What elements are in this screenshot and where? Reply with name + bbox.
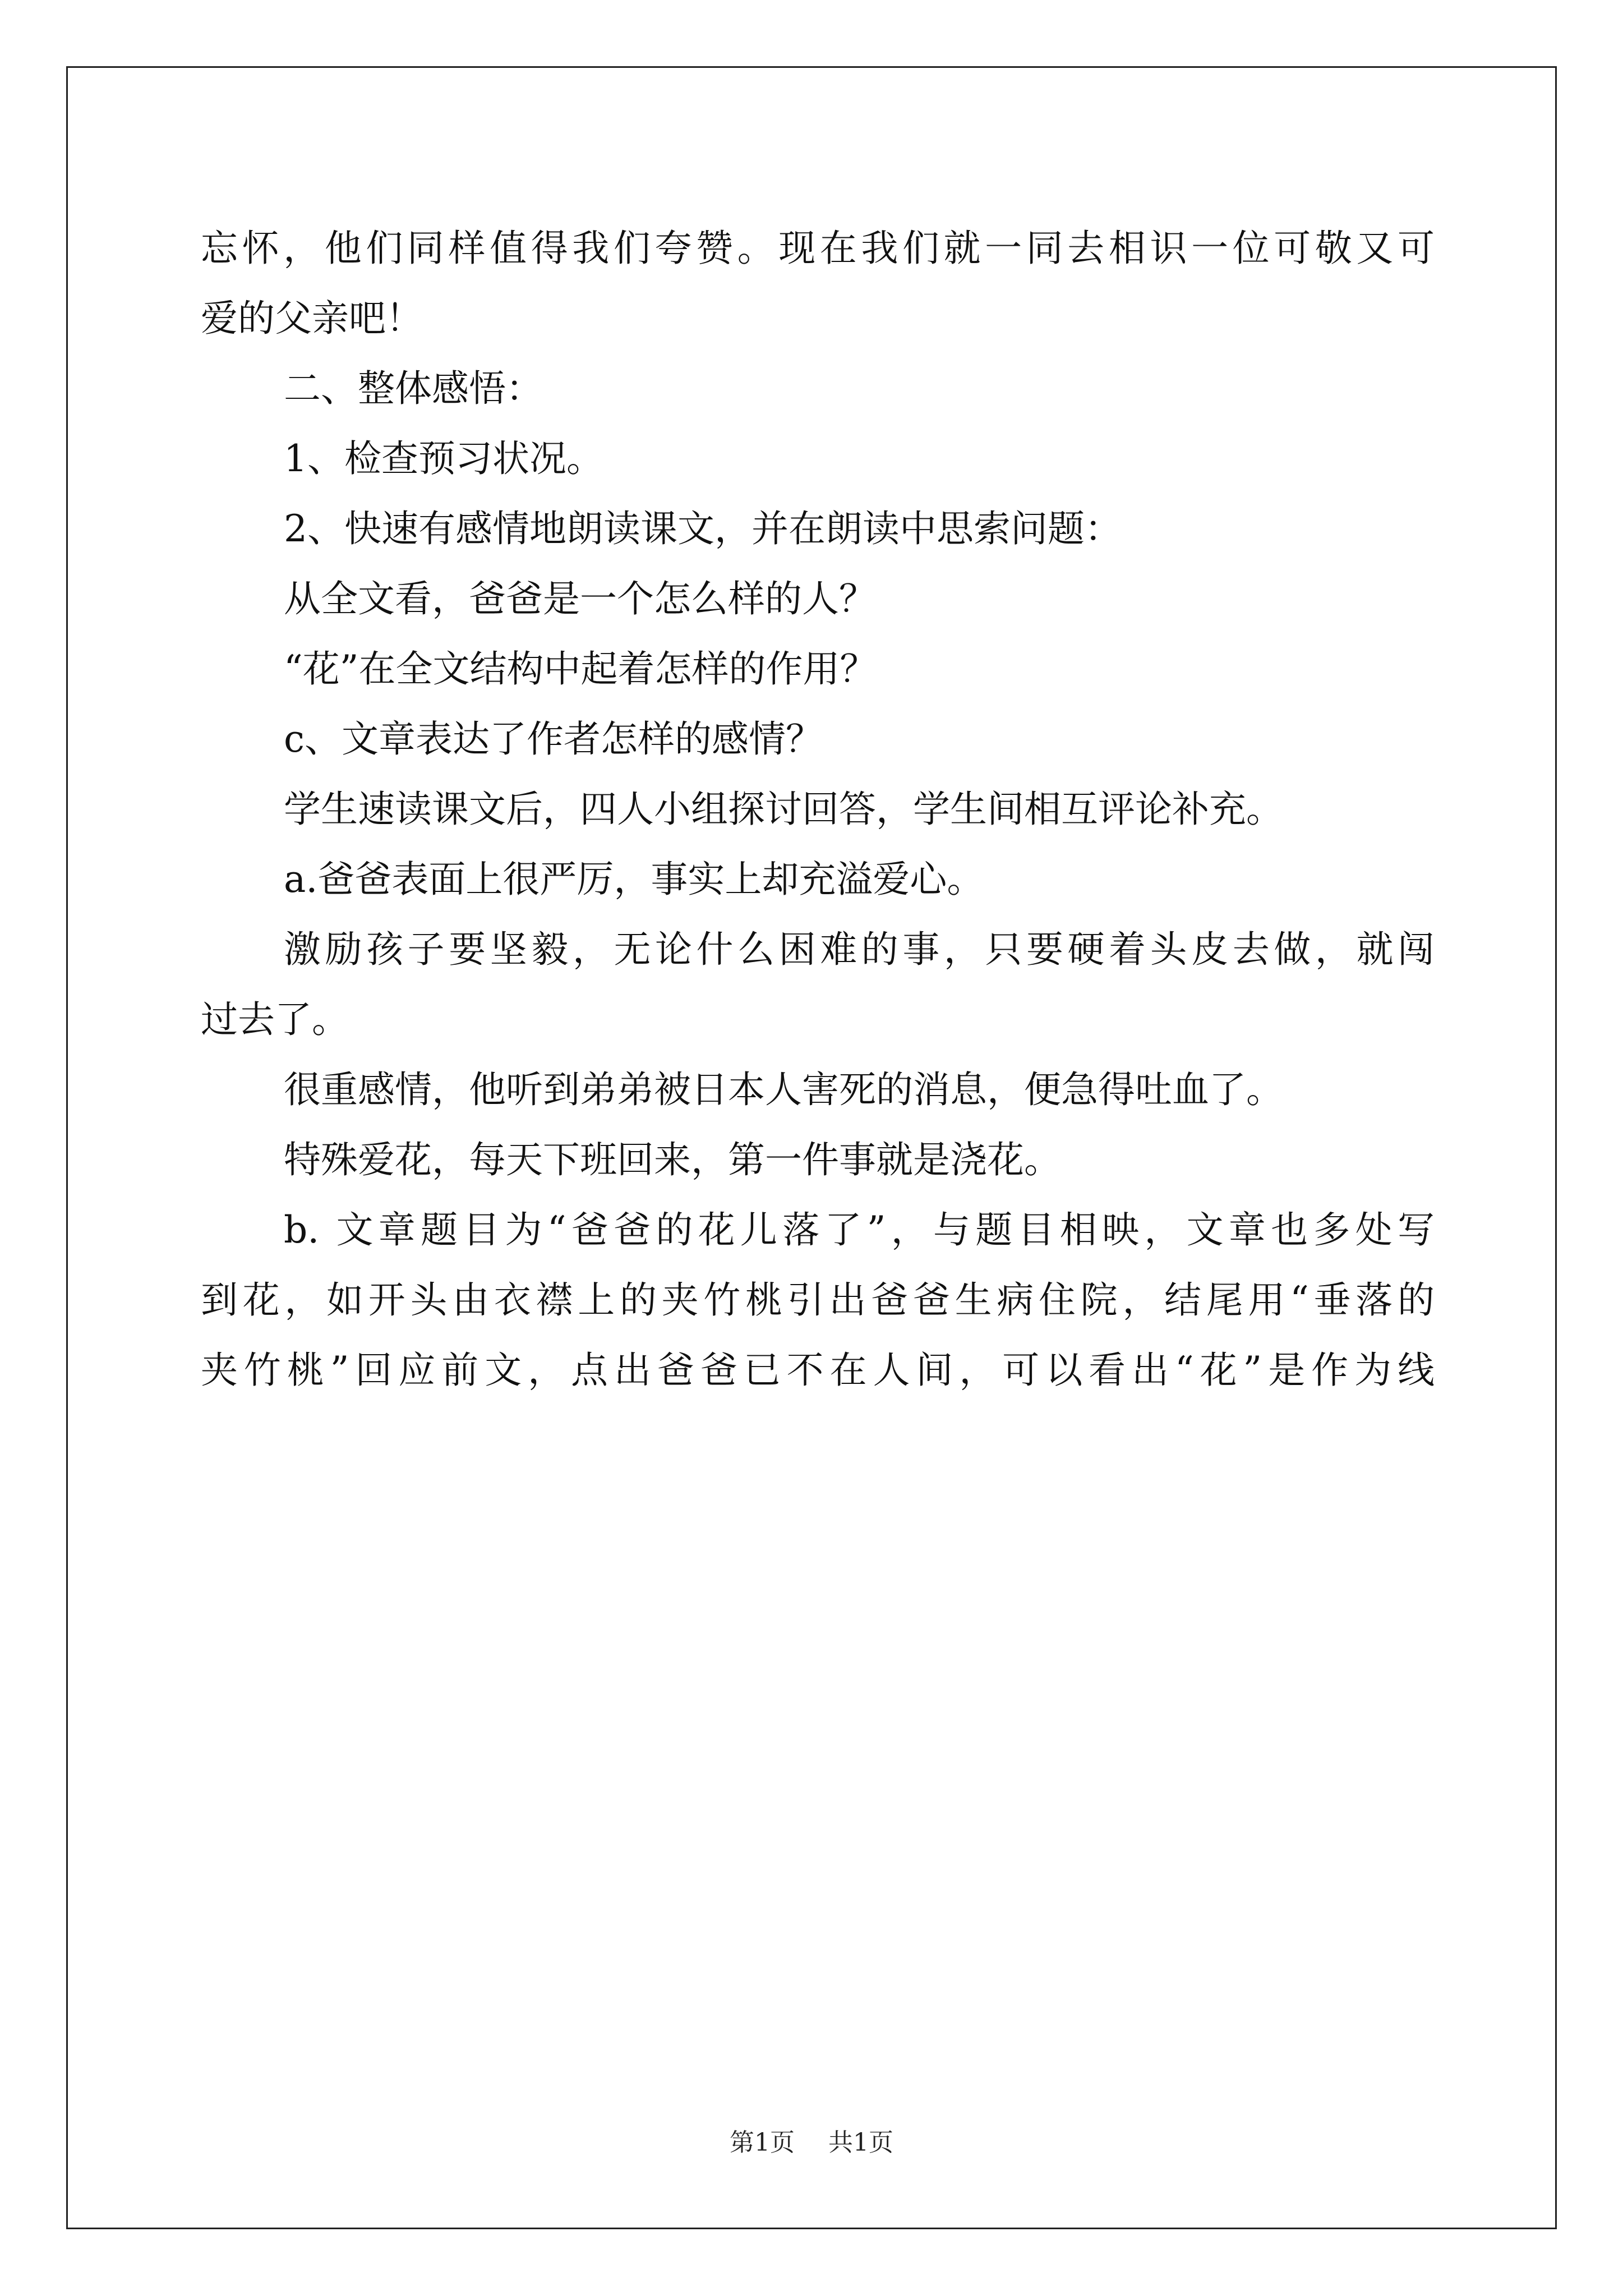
paragraph-line: 忘怀，他们同样值得我们夸赞。现在我们就一同去相识一位可敬又可 [201,227,1435,270]
paragraph-line: 1、检查预习状况。 [284,437,603,480]
paragraph-line: “花”在全文结构中起着怎样的作用？ [284,647,877,691]
paragraph-line: 夹竹桃”回应前文，点出爸爸已不在人间，可以看出“花”是作为线 [201,1349,1435,1392]
paragraph-line: 爱的父亲吧！ [201,297,423,340]
paragraph-line: 到花，如开头由衣襟上的夹竹桃引出爸爸生病住院，结尾用“垂落的 [201,1278,1435,1322]
paragraph-line: 学生速读课文后，四人小组探讨回答，学生间相互评论补充。 [284,788,1283,831]
section-heading: 二、整体感悟： [284,367,543,410]
paragraph-line: c、文章表达了作者怎样的感情？ [284,717,823,761]
paragraph-line: 2、快速有感情地朗读课文，并在朗读中思索问题： [284,507,1122,550]
paragraph-line: 特殊爱花，每天下班回来，第一件事就是浇花。 [284,1138,1061,1181]
paragraph-line: 从全文看，爸爸是一个怎么样的人？ [284,577,876,620]
paragraph-line: 激励孩子要坚毅，无论什么困难的事，只要硬着头皮去做，就闯 [284,928,1435,971]
paragraph-line: a.爸爸表面上很严厉，事实上却充溢爱心。 [284,858,984,901]
page-footer [0,2126,1623,2160]
page-total: 共1页 [828,2128,893,2157]
page-number: 第1页 [730,2128,795,2157]
paragraph-line: b. 文章题目为“爸爸的花儿落了”，与题目相映，文章也多处写 [284,1208,1435,1251]
paragraph-line: 过去了。 [201,998,349,1041]
paragraph-line: 很重感情，他听到弟弟被日本人害死的消息，便急得吐血了。 [284,1068,1283,1111]
